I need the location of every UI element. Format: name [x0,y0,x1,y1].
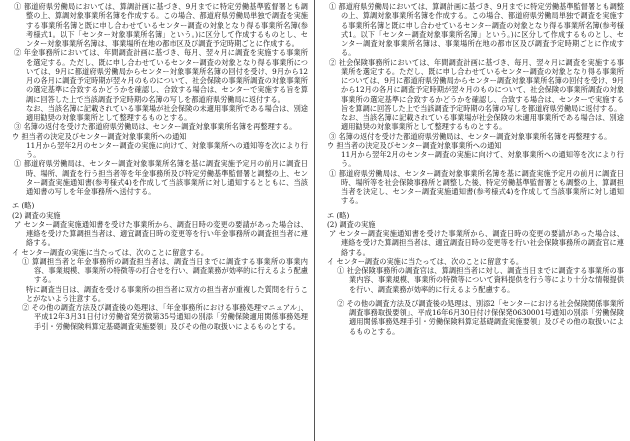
right-paragraph: ① 社会保険事務所の調査官は、算調担当者に対し、調査当日までに調査する事業所の事業内容、事業規模、事業所の特徴等について資料提供を行う等により十分な情報提供を行い、調査業務が効率的に行えるよう配慮する。 [337,266,624,294]
right-paragraph: ① 都道府県労働局は、センター調査対象事業所名簿を基に調査実施予定月の前月に調査日時、場所等を社会保険事務所と調整した後、特定労働基準監督署とも調整の上、算調担当者を決定し、センター調査実施通知書(参考様式4)を作成して当該事業所に対し通知する。 [329,168,624,206]
right-paragraph: ウ 担当者の決定及びセンター調査対象事業所への通知 [327,140,502,150]
right-paragraph: イ センター調査の実施に当たっては、次のことに留意する。 [327,256,524,266]
right-paragraph: ③ 名簿の返付を受けた都道府県労働局は、センター調査対象事業所名簿を再整理する。 [329,131,612,141]
left-paragraph: 特に調査当日は、調査を受ける事業所の担当者に双方の担当者が重複した質問を行うことがないよう注意する。 [26,284,308,303]
left-paragraph: イ センター調査の実施に当たっては、次のことに留意する。 [12,247,209,257]
left-paragraph: ア センター調査実施通知書を受けた事業所から、調査日時の変更の要請があった場合は、連絡を受けた算調担当者は、適宜調査日時の変更等を行い年金事務所の調査担当者に連絡する。 [14,219,308,248]
left-paragraph: ① 算調担当者と年金事務所の調査担当者は、調査当日までに調査する事業所の事業内容、事業規模、事業所の特徴等の打合せを行い、調査業務が効率的に行えるよう配慮する。 [22,256,308,285]
left-paragraph: ① 都道府県労働局においては、算調計画に基づき、9月までに特定労働基準監督署とも調整の上、算調対象事業所名簿を作成する。この場合、都道府県労働局単独で調査を実施する事業所名簿と既に申し合わせているセンター調査の対象となり得る事業所名簿(参考様式1。以下「センター対象事業所名簿」という。)に区分して作成するものとし、センター対象事業所名簿は、事業場所在地の都市区及び調査予定時期ごとに作成する。 [14,2,308,48]
left-paragraph: なお、当該名簿に記載されている事業場が社会保険の未適用事業所である場合は、別途適用勧奨の対象事業所として整理するものとする。 [26,103,308,122]
left-paragraph: ③ 名簿の返付を受けた都道府県労働局は、センター調査対象事業所名簿を再整理する。 [14,122,297,132]
left-paragraph: ② その他の調査方法及び調査後の処理は、「年金事務所における事務処理マニュアル」、平成12年3月31日付け労働省発労徴第35号通知の別添「労働保険適用関係事務処理手引・労働保険料算定基礎調査実施要領」及びその他の取扱いによるものとする。 [22,303,308,331]
right-paragraph: ① 都道府県労働局においては、算調計画に基づき、9月までに特定労働基準監督署とも調整の上、算調対象事業所名簿を作成する。この場合、都道府県労働局単独で調査を実施する事業所名簿と既に申し合わせているセンター調査の対象となり得る事業所名簿(参考様式1。以下「センター調査対象事業所名簿」という。)に区分して作成するものとし、センター調査対象事業所名簿は、事業場所在地の都市区及び調査予定時期ごとに作成する。 [329,2,624,58]
left-paragraph: ① 都道府県労働局は、センター調査対象事業所名簿を基に調査実施予定月の前月に調査日時、場所、調査を行う担当者等を年金事務所及び特定労働基準監督署と調整の上、センター調査実施通知書(参考様式4)を作成して当該事業所に対し通知するとともに、当該通知書の写しを年金事務所へ送付する。 [14,159,308,196]
left-paragraph: ② 年金事務所においては、年間調査計画に基づき、毎月、翌々月に調査を実施する事業所を選定する。ただし、既に申し合わせているセンター調査の対象となり得る事業所については、9月に都道府県労働局からセンター対象事業所名簿の回付を受け、9月から12月の各月に調査予定時期が翌々月のものについて、社会保険の事業所調査の対象事業所の選定基準に合致するかどうかを確認し、合致する場合は、センターで実施する旨を算調に回答した上で当該調査予定時期の名簿の写しを都道府県労働局に返付する。 [14,48,308,104]
right-paragraph: ア センター調査実施通知書を受けた事業所から、調査日時の変更の要請があった場合は、連絡を受けた算調担当者は、適宜調査日時の変更等を行い社会保険事務所の調査官に連絡する。 [329,229,624,257]
right-column [315,0,630,441]
right-paragraph: ② その他の調査方法及び調査後の処理は、別添2「センターにおける社会保険関係事業所調査事務取扱要領」、平成16年6月30日付け保保発0630001号通知の別添「労働保険適用関係事務処理手引・労働保険料算定基礎調査実施要領」及びその他の取扱いによるものとする。 [337,298,624,336]
left-paragraph: (2) 調査の実施 [12,210,61,220]
left-paragraph: 11月から翌年2月のセンター調査の実施に向けて、対象事業所への通知等を次により行う。 [26,140,308,159]
right-paragraph: ② 社会保険事務所においては、年間調査計画に基づき、毎月、翌々月に調査を実施する事業所を選定する。ただし、既に申し合わせているセンター調査の対象となり得る事業所については、9月に都道府県労働局からセンター調査対象事業所名簿の回付を受け、9月から12月の各月に調査予定時期が翌々月のものについて、社会保険の事業所調査の対象事業所の選定基準に合致するかどうかを確認し、合致する場合は、センターで実施する旨を算調に回答した上で当該調査予定時期の名簿の写しを都道府県労働局に返付する。 [329,57,624,113]
right-paragraph: エ (略) [327,210,350,220]
right-paragraph: 11月から翌年2月のセンター調査の実施に向けて、対象事業所への通知等を次により行う。 [341,150,624,169]
left-paragraph: エ (略) [12,201,35,211]
left-paragraph: ウ 担当者の決定及びセンター調査対象事業所への通知 [12,131,187,141]
right-paragraph: なお、当該名簿に記載されている事業場が社会保険の未適用事業所である場合は、別途適用勧奨の対象事業所として整理するものとする。 [341,113,624,132]
right-paragraph: (2) 調査の実施 [327,219,376,229]
